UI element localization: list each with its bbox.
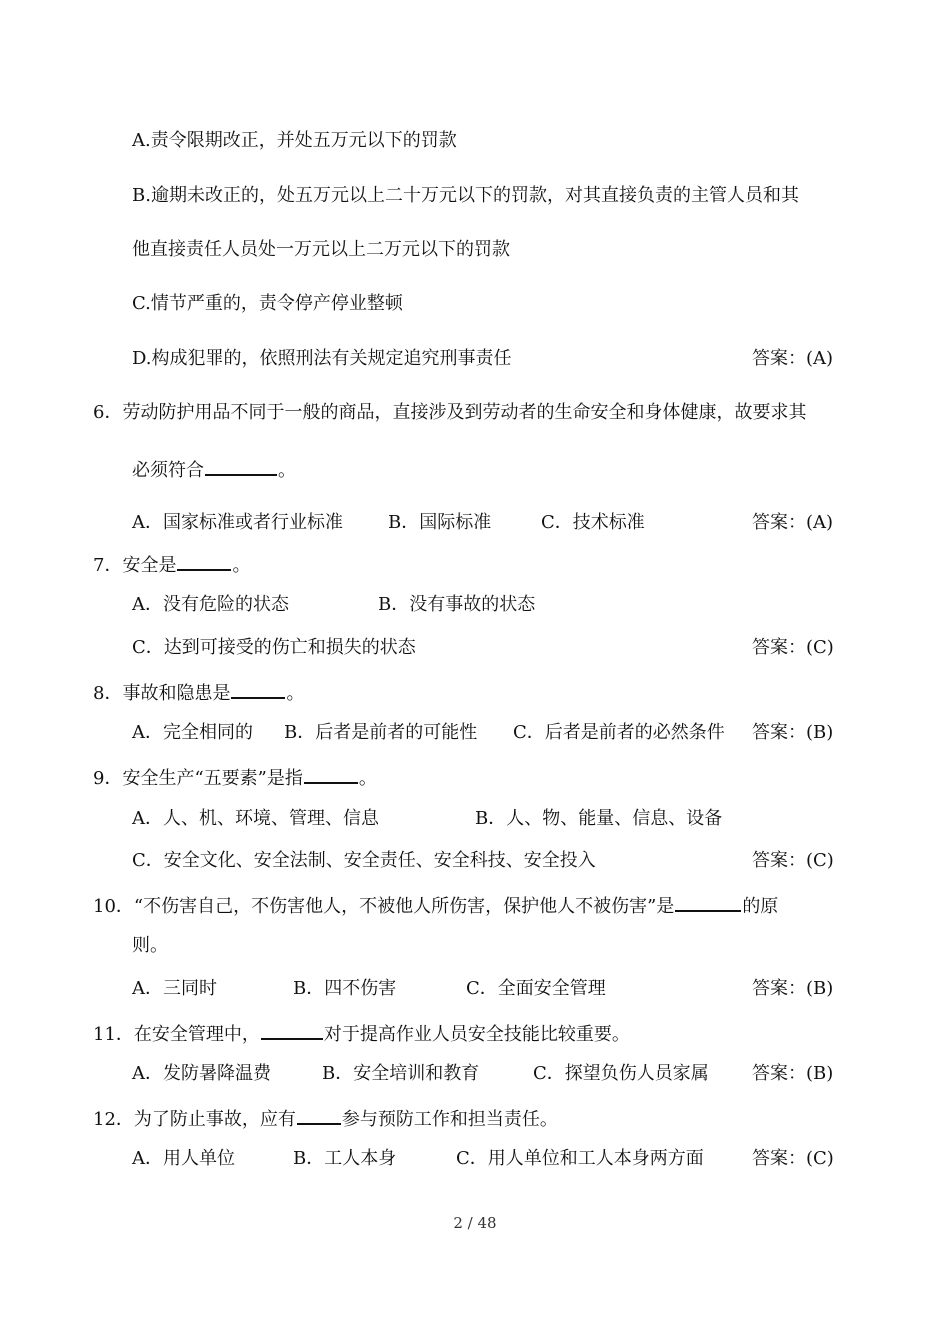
q6-option-c: C．技术标准 xyxy=(541,512,645,533)
q10-option-b: B．四不伤害 xyxy=(293,978,397,999)
q8-option-c: C．后者是前者的必然条件 xyxy=(513,722,725,743)
q11-blank xyxy=(261,1020,323,1040)
q5-option-a: A.责令限期改正，并处五万元以下的罚款 xyxy=(132,130,457,151)
q7-blank xyxy=(177,551,231,571)
q9-option-a: A．人、机、环境、管理、信息 xyxy=(132,808,379,829)
q10-answer: 答案：(B) xyxy=(752,978,834,999)
q8-option-b: B．后者是前者的可能性 xyxy=(284,722,478,743)
q6-text-line2 xyxy=(132,456,296,483)
q10-text-pre: 10．“不伤害自己，不伤害他人，不被他人所伤害，保护他人不被伤害”是 xyxy=(93,896,675,917)
q8-answer: 答案：(B) xyxy=(752,722,834,743)
q6-text-post: 。 xyxy=(278,460,296,481)
q10-option-a: A．三同时 xyxy=(132,978,217,999)
q12-text-post: 参与预防工作和担当责任。 xyxy=(341,1109,558,1130)
q11-option-b: B．安全培训和教育 xyxy=(322,1063,480,1084)
q9-option-c: C．安全文化、安全法制、安全责任、安全科技、安全投入 xyxy=(132,850,596,871)
q12-answer: 答案：(C) xyxy=(752,1148,834,1169)
q8-text-post: 。 xyxy=(286,683,305,704)
q6-text-pre: 必须符合 xyxy=(132,460,204,481)
q10-blank xyxy=(675,892,741,912)
q5-option-d: D.构成犯罪的，依照刑法有关规定追究刑事责任 xyxy=(132,348,512,369)
page-number: 2 / 48 xyxy=(453,1214,497,1232)
q7-text-pre: 7．安全是 xyxy=(93,555,177,576)
q8-text xyxy=(93,679,304,706)
q5-option-c: C.情节严重的，责令停产停业整顿 xyxy=(132,293,403,314)
q10-text-line2: 则。 xyxy=(132,935,168,956)
q6-option-b: B．国际标准 xyxy=(388,512,492,533)
q6-answer: 答案：(A) xyxy=(752,512,834,533)
q7-option-c: C．达到可接受的伤亡和损失的状态 xyxy=(132,637,416,658)
q6-text-line1: 6．劳动防护用品不同于一般的商品，直接涉及到劳动者的生命安全和身体健康，故要求其 xyxy=(93,402,807,423)
q8-blank xyxy=(231,679,285,699)
q12-text xyxy=(93,1105,558,1132)
q10-text-post: 的原 xyxy=(742,896,779,917)
q7-text-post: 。 xyxy=(232,555,251,576)
q12-option-a: A．用人单位 xyxy=(132,1148,235,1169)
q5-option-b-line2: 他直接责任人员处一万元以上二万元以下的罚款 xyxy=(132,239,510,260)
q9-option-b: B．人、物、能量、信息、设备 xyxy=(475,808,723,829)
q9-answer: 答案：(C) xyxy=(752,850,834,871)
q9-text-pre: 9．安全生产“五要素”是指 xyxy=(93,768,303,789)
q6-blank xyxy=(205,456,277,476)
q9-blank xyxy=(304,764,358,784)
q11-answer: 答案：(B) xyxy=(752,1063,834,1084)
q5-answer: 答案：(A) xyxy=(752,348,834,369)
q8-option-a: A．完全相同的 xyxy=(132,722,253,743)
q12-option-b: B．工人本身 xyxy=(293,1148,397,1169)
q9-text-post: 。 xyxy=(358,768,377,789)
q11-text-pre: 11．在安全管理中， xyxy=(93,1024,260,1045)
q11-text xyxy=(93,1020,630,1047)
q12-option-c: C．用人单位和工人本身两方面 xyxy=(456,1148,704,1169)
q7-option-b: B．没有事故的状态 xyxy=(378,594,536,615)
q12-text-pre: 12．为了防止事故，应有 xyxy=(93,1109,296,1130)
q12-blank xyxy=(297,1105,341,1125)
q11-text-post: 对于提高作业人员安全技能比较重要。 xyxy=(323,1024,630,1045)
q8-text-pre: 8．事故和隐患是 xyxy=(93,683,231,704)
q10-option-c: C．全面安全管理 xyxy=(466,978,606,999)
q9-text xyxy=(93,764,377,791)
q6-option-a: A．国家标准或者行业标准 xyxy=(132,512,343,533)
q7-text xyxy=(93,551,250,578)
q10-text-line1 xyxy=(93,892,778,919)
q11-option-a: A．发防暑降温费 xyxy=(132,1063,271,1084)
q11-option-c: C．探望负伤人员家属 xyxy=(533,1063,709,1084)
q7-answer: 答案：(C) xyxy=(752,637,834,658)
q7-option-a: A．没有危险的状态 xyxy=(132,594,289,615)
q5-option-b-line1: B.逾期未改正的，处五万元以上二十万元以下的罚款，对其直接负责的主管人员和其 xyxy=(132,185,799,206)
